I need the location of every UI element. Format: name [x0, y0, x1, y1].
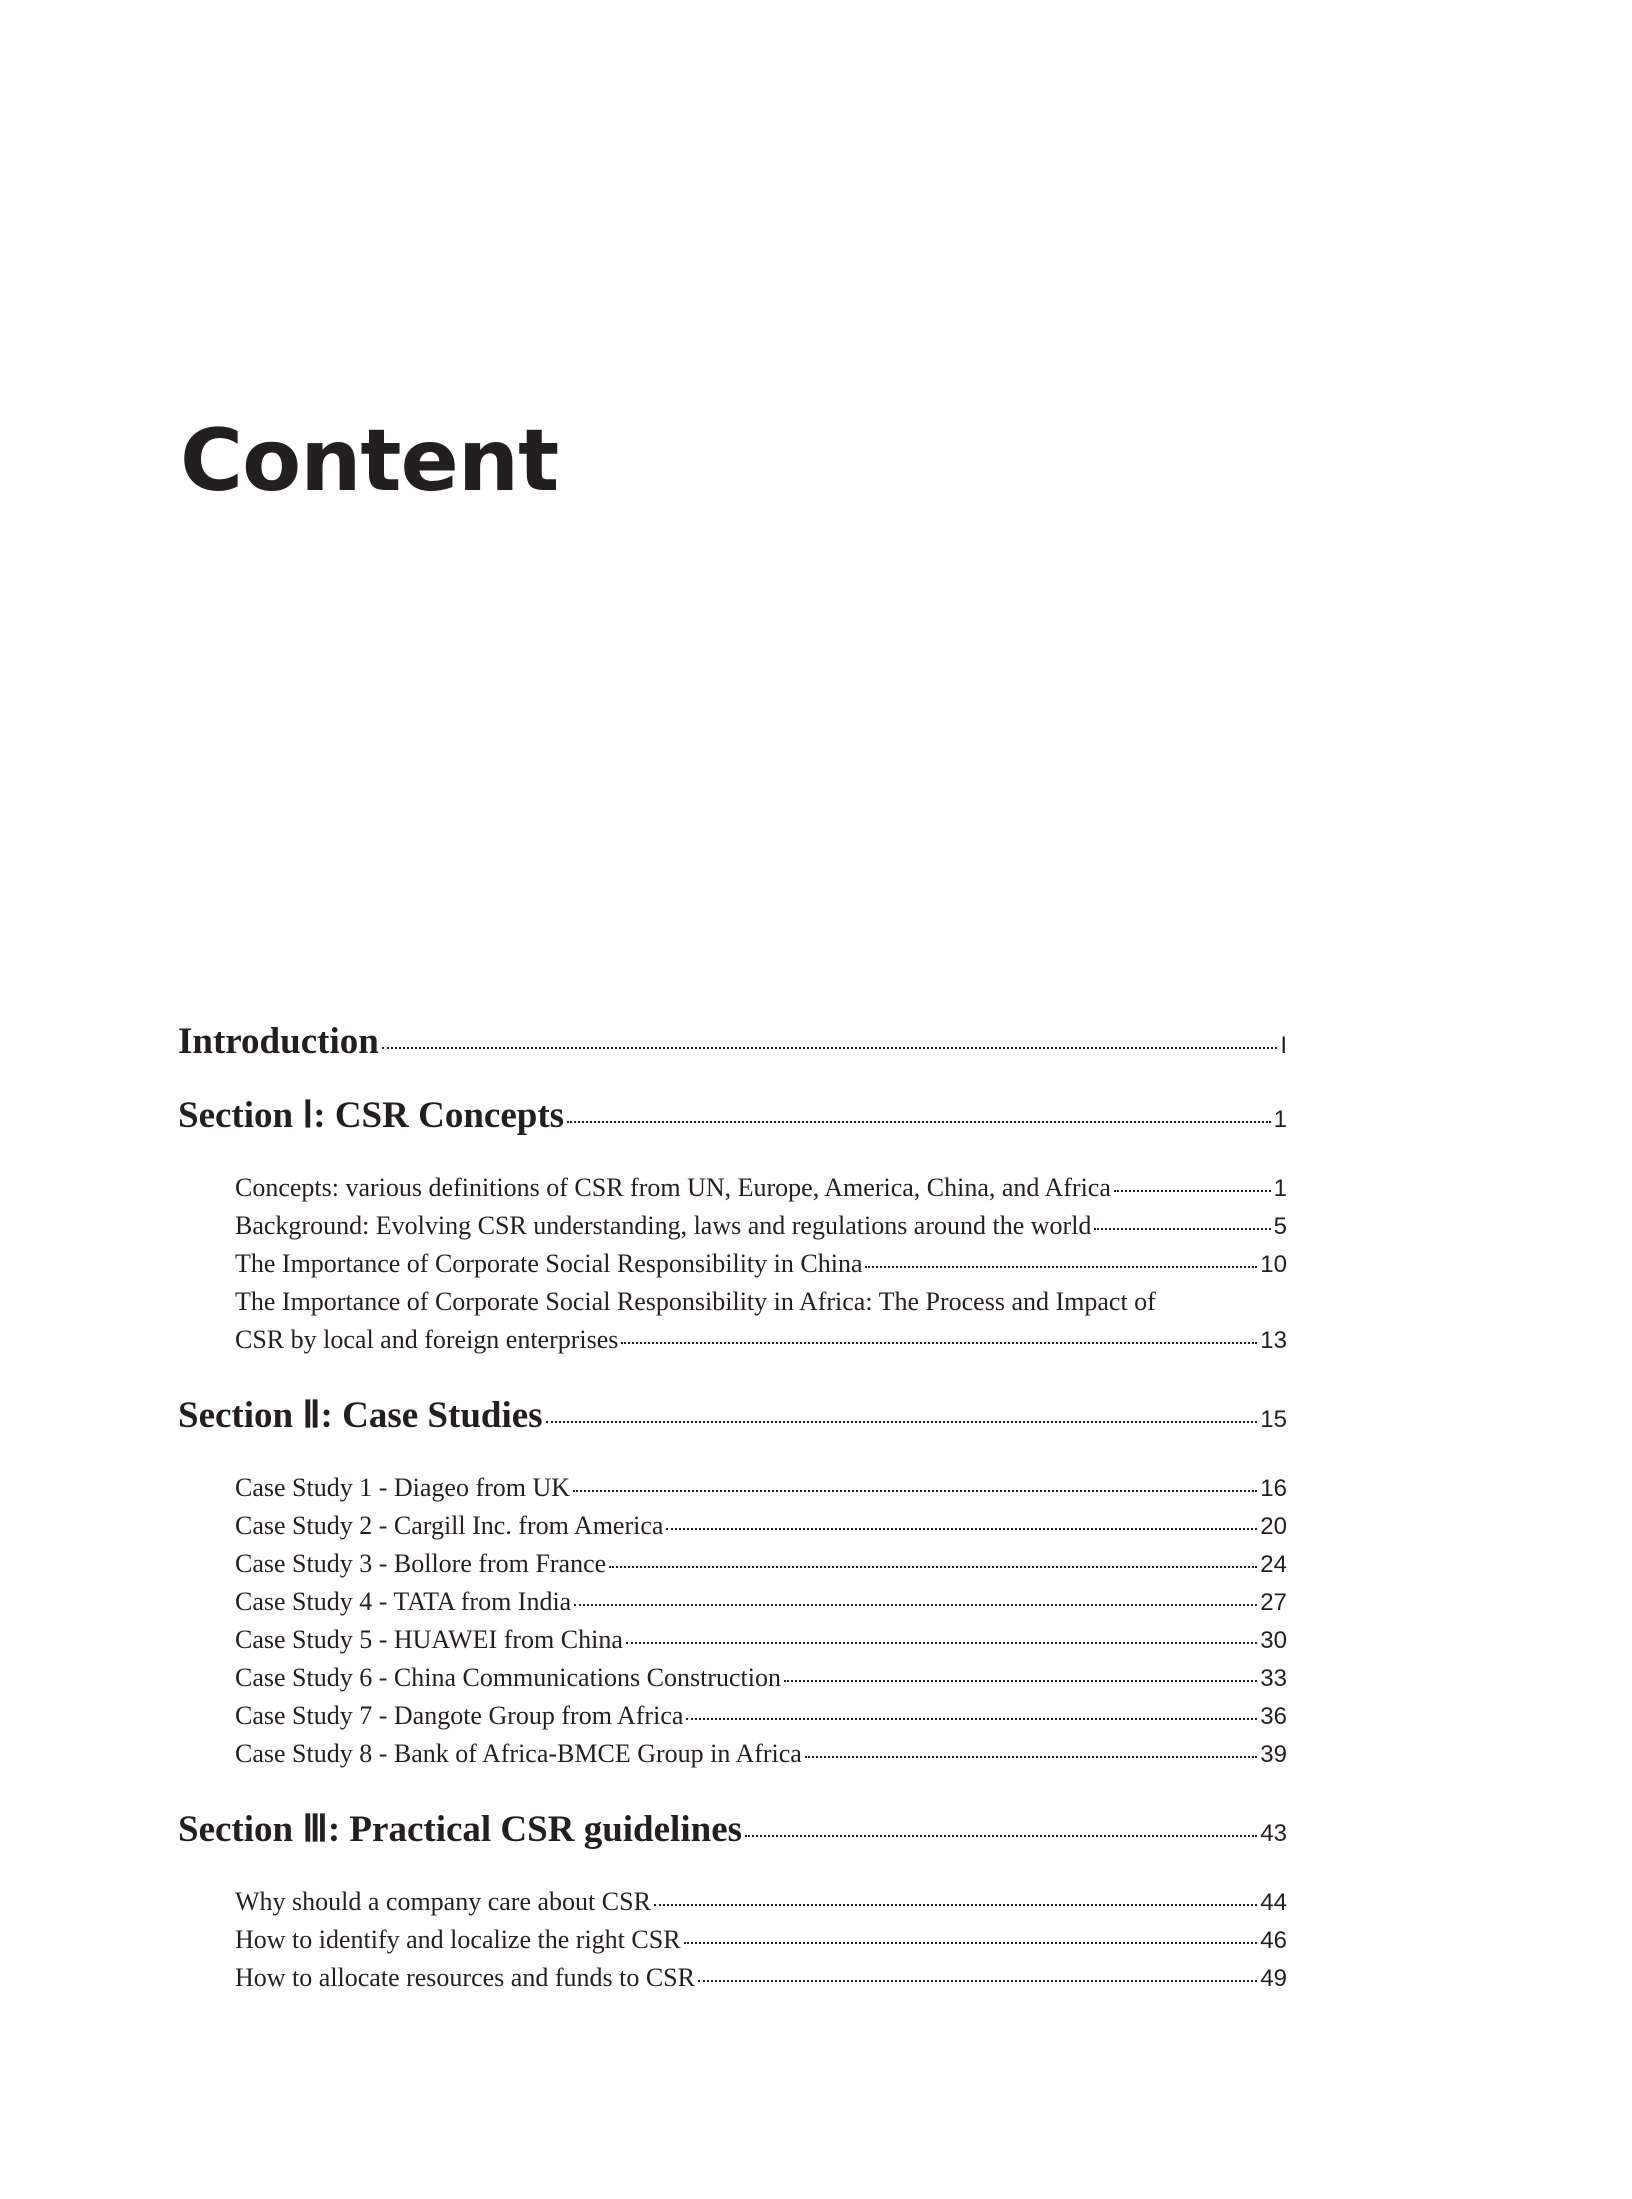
dot-leader: [865, 1266, 1257, 1268]
dot-leader: [686, 1718, 1257, 1720]
toc-item[interactable]: [178, 1169, 1287, 1207]
dot-leader: [684, 1942, 1258, 1944]
dot-leader: [654, 1904, 1257, 1906]
toc-page-number: 44: [1260, 1889, 1287, 1916]
toc-item-title: The Importance of Corporate Social Responsibility in China: [235, 1249, 863, 1278]
dot-leader: [546, 1421, 1258, 1423]
toc-page-number: 5: [1273, 1213, 1287, 1240]
toc-page-number: 1: [1273, 1106, 1287, 1133]
toc-item[interactable]: [178, 1659, 1287, 1697]
toc-page-number: 10: [1260, 1251, 1287, 1278]
toc-item-title: Background: Evolving CSR understanding, laws and regulations around the world: [235, 1211, 1092, 1240]
dot-leader: [382, 1047, 1278, 1049]
dot-leader: [609, 1566, 1257, 1568]
toc-item-title: Case Study 2 - Cargill Inc. from America: [235, 1511, 664, 1540]
toc-item[interactable]: [178, 1959, 1287, 1997]
toc-page-number: 1: [1273, 1175, 1287, 1202]
toc-page-number: 43: [1260, 1820, 1287, 1847]
toc-item-title: Case Study 8 - Bank of Africa-BMCE Group in Africa: [235, 1739, 802, 1768]
toc-section-1[interactable]: [178, 1079, 1287, 1153]
toc-page-number: 46: [1260, 1927, 1287, 1954]
toc-section-2[interactable]: [178, 1379, 1287, 1453]
toc-page-number: I: [1280, 1032, 1287, 1059]
toc-section-title: Section Ⅰ: CSR Concepts: [178, 1095, 565, 1136]
dot-leader: [784, 1680, 1257, 1682]
toc-page-number: 27: [1260, 1589, 1287, 1616]
toc-page-number: 24: [1260, 1551, 1287, 1578]
toc-page-number: 15: [1260, 1406, 1287, 1433]
toc-item[interactable]: [178, 1469, 1287, 1507]
page-title: Content: [180, 411, 559, 511]
toc-item[interactable]: [178, 1321, 1287, 1359]
toc-item-title: CSR by local and foreign enterprises: [235, 1325, 619, 1354]
toc-item[interactable]: [178, 1735, 1287, 1773]
toc-item-title: Case Study 6 - China Communications Construction: [235, 1663, 781, 1692]
toc-page-number: 33: [1260, 1665, 1287, 1692]
dot-leader: [698, 1980, 1257, 1982]
dot-leader: [745, 1835, 1257, 1837]
toc-page-number: 13: [1260, 1327, 1287, 1354]
toc-item-title: Case Study 3 - Bollore from France: [235, 1549, 607, 1578]
toc-entry-title: Introduction: [178, 1021, 379, 1062]
toc-item[interactable]: [178, 1207, 1287, 1245]
toc-introduction[interactable]: [178, 1005, 1287, 1079]
dot-leader: [567, 1121, 1271, 1123]
toc-page-number: 36: [1260, 1703, 1287, 1730]
toc-section-title: Section Ⅱ: Case Studies: [178, 1395, 543, 1436]
toc-page-number: 20: [1260, 1513, 1287, 1540]
toc-item[interactable]: [178, 1883, 1287, 1921]
toc-item-title: Case Study 1 - Diageo from UK: [235, 1473, 571, 1502]
toc-page-number: 49: [1260, 1965, 1287, 1992]
toc-page-number: 39: [1260, 1741, 1287, 1768]
toc-item-title: Why should a company care about CSR: [235, 1887, 651, 1916]
toc-item-title: Case Study 4 - TATA from India: [235, 1587, 572, 1616]
toc-item[interactable]: [178, 1583, 1287, 1621]
dot-leader: [574, 1604, 1257, 1606]
toc-item-title: How to allocate resources and funds to CSR: [235, 1963, 695, 1992]
toc-item[interactable]: [178, 1507, 1287, 1545]
toc-page-number: 16: [1260, 1475, 1287, 1502]
toc-item[interactable]: [178, 1621, 1287, 1659]
dot-leader: [666, 1528, 1257, 1530]
toc-section-title: Section Ⅲ: Practical CSR guidelines: [178, 1809, 743, 1850]
toc-item[interactable]: [178, 1921, 1287, 1959]
toc-item-wrapped-line[interactable]: The Importance of Corporate Social Responsibility in Africa: The Process and Impact of: [235, 1287, 1156, 1316]
toc-item-title: How to identify and localize the right CSR: [235, 1925, 681, 1954]
toc-page-number: 30: [1260, 1627, 1287, 1654]
toc-item[interactable]: [178, 1545, 1287, 1583]
dot-leader: [573, 1490, 1257, 1492]
toc-section-3[interactable]: [178, 1793, 1287, 1867]
dot-leader: [805, 1756, 1257, 1758]
dot-leader: [621, 1342, 1257, 1344]
dot-leader: [1114, 1190, 1271, 1192]
toc-item[interactable]: [178, 1697, 1287, 1735]
toc-item-title: Case Study 5 - HUAWEI from China: [235, 1625, 623, 1654]
table-of-contents: [178, 1005, 1287, 1997]
dot-leader: [626, 1642, 1257, 1644]
dot-leader: [1094, 1228, 1270, 1230]
toc-item[interactable]: [178, 1245, 1287, 1283]
toc-item-title: Concepts: various definitions of CSR from UN, Europe, America, China, and Africa: [235, 1173, 1111, 1202]
toc-item-title: Case Study 7 - Dangote Group from Africa: [235, 1701, 684, 1730]
